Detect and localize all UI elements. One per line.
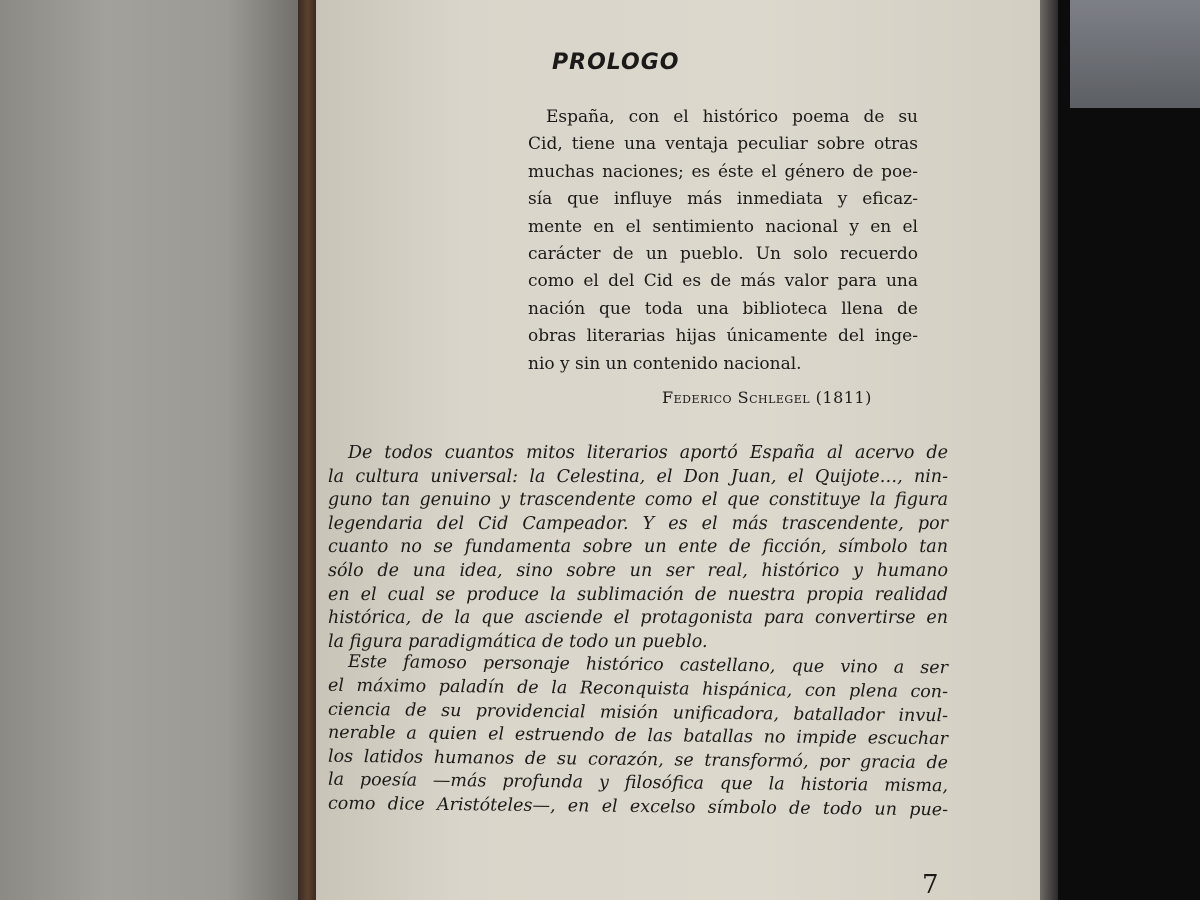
body-line: la figura paradigmática de todo un pueblo. [328,631,708,652]
background-surface [1070,0,1200,108]
epigraph-line: sía que influye más inmediata y eficaz- [528,189,918,210]
epigraph-line: carácter de un pueblo. Un solo recuerdo [528,244,918,265]
body-line: De todos cuantos mitos literarios aportó España al acervo de [348,443,948,463]
epigraph-line: España, con el histórico poema de su [546,107,918,127]
epigraph-line: obras literarias hijas únicamente del inge- [528,326,918,347]
page-number: 7 [922,870,939,900]
body-line: guno tan genuino y trascendente como el que constituye la figura [328,490,948,511]
body-paragraphs [328,442,948,820]
epigraph-line: nación que toda una biblioteca llena de [528,298,918,319]
body-line: cuanto no se fundamenta sobre un ente de ficción, símbolo tan [328,537,948,558]
epigraph-line: nio y sin un contenido nacional. [528,353,802,374]
left-page [0,0,302,900]
epigraph-line: muchas naciones; es éste el género de poe- [528,161,918,182]
body-line: el máximo paladín de la Reconquista hispánica, con plena con- [328,675,948,703]
body-line: en el cual se produce la sublimación de nuestra propia realidad [328,584,948,605]
body-line: histórica, de la que asciende el protagonista para convertirse en [328,608,948,629]
epigraph-line: como el del Cid es de más valor para una [528,271,918,292]
body-line: como dice Aristóteles—, en el excelso símbolo de todo un pue- [328,793,948,821]
body-line: los latidos humanos de su corazón, se transformó, por gracia de [328,746,948,773]
body-line: sólo de una idea, sino sobre un ser real, histórico y humano [328,560,948,581]
body-line: nerable a quien el estruendo de las batallas no impide escuchar [328,722,948,750]
page-title: PROLOGO [552,50,680,75]
body-line: legendaria del Cid Campeador. Y es el más trascendente, por [328,513,948,534]
body-line: Este famoso personaje histórico castellano, que vino a ser [348,652,948,679]
epigraph-line: mente en el sentimiento nacional y en el [528,216,918,237]
body-line: la cultura universal: la Celestina, el Don Juan, el Quijote…, nin- [328,466,948,487]
epigraph [528,104,918,378]
body-line: la poesía —más profunda y filosófica que la historia misma, [328,770,948,797]
body-line: ciencia de su providencial misión unificadora, batallador invul- [328,699,948,726]
page-edge-shadow [1040,0,1058,900]
epigraph-attribution: Federico Schlegel (1811) [662,388,872,407]
epigraph-line: Cid, tiene una ventaja peculiar sobre otras [528,134,918,155]
